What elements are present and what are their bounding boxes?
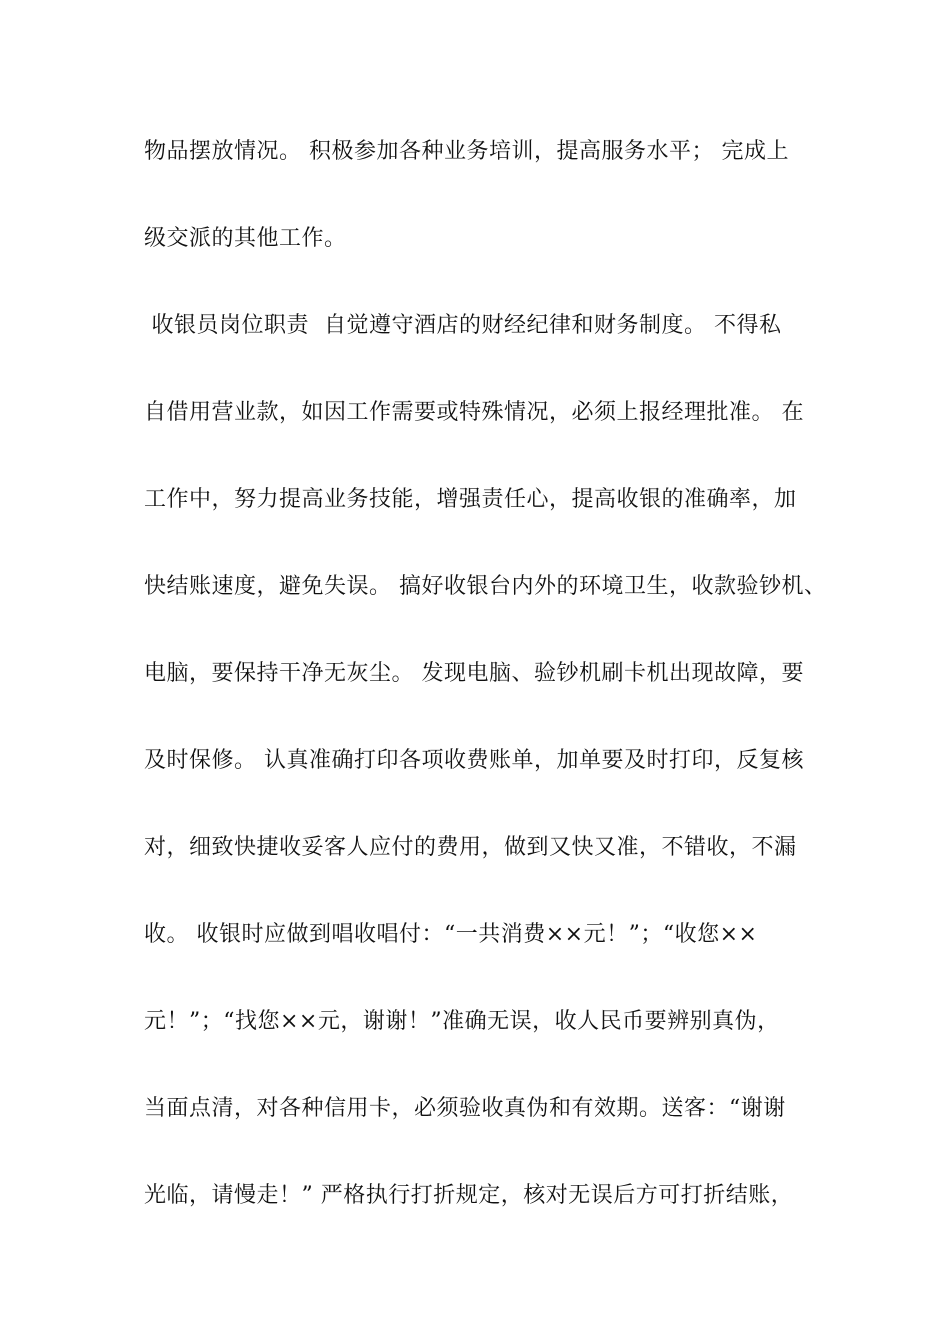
text-line-10: 收。 收银时应做到唱收唱付：“一共消费××元！”；“收您×× [144, 922, 758, 947]
text-line-1: 物品摆放情况。 积极参加各种业务培训，提高服务水平； 完成上 [144, 139, 789, 164]
text-line-5: 工作中，努力提高业务技能，增强责任心，提高收银的准确率，加 [144, 487, 797, 512]
text-line-12: 当面点清，对各种信用卡，必须验收真伪和有效期。送客：“谢谢 [144, 1096, 786, 1121]
text-line-6: 快结账速度，避免失误。 搞好收银台内外的环境卫生，收款验钞机、 [144, 574, 827, 599]
text-line-8: 及时保修。 认真准确打印各项收费账单，加单要及时打印，反复核 [144, 748, 804, 773]
text-line-4: 自借用营业款，如因工作需要或特殊情况，必须上报经理批准。 在 [144, 400, 804, 425]
text-line-9: 对，细致快捷收妥客人应付的费用，做到又快又准，不错收，不漏 [144, 835, 797, 860]
text-line-3: 收银员岗位职责 自觉遵守酒店的财经纪律和财务制度。 不得私 [144, 313, 782, 338]
text-line-7: 电脑，要保持干净无灰尘。 发现电脑、验钞机刷卡机出现故障，要 [144, 661, 804, 686]
text-line-2: 级交派的其他工作。 [144, 226, 347, 251]
text-line-13: 光临，请慢走！” 严格执行打折规定，核对无误后方可打折结账， [144, 1183, 794, 1208]
text-line-11: 元！”；“找您××元，谢谢！”准确无误，收人民币要辨别真伪， [144, 1009, 780, 1034]
